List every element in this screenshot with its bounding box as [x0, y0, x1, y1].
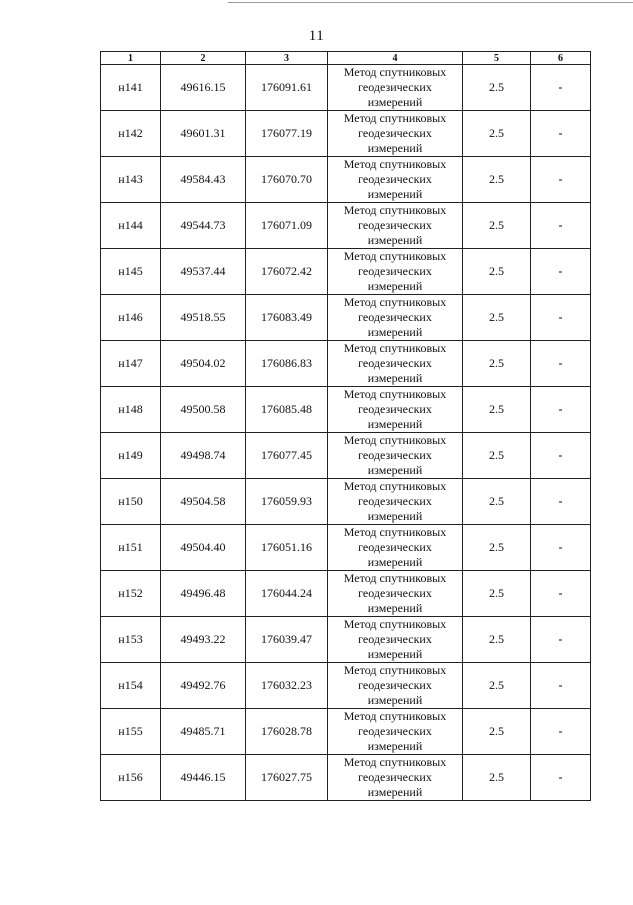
method-line: геодезических: [358, 540, 432, 554]
description-cell: -: [531, 663, 591, 709]
method-line: измерений: [367, 555, 423, 569]
method-line: измерений: [367, 417, 423, 431]
description-cell: -: [531, 755, 591, 801]
y-coordinate-cell: 176091.61: [246, 65, 328, 111]
method-line: геодезических: [358, 678, 432, 692]
description-cell: -: [531, 295, 591, 341]
accuracy-cell: 2.5: [463, 249, 531, 295]
method-cell: [328, 157, 463, 203]
method-line: геодезических: [358, 402, 432, 416]
method-line: геодезических: [358, 356, 432, 370]
table-row: [101, 617, 591, 663]
table-row: [101, 571, 591, 617]
point-id-cell: н150: [101, 479, 161, 525]
description-cell: -: [531, 525, 591, 571]
x-coordinate-cell: 49496.48: [161, 571, 246, 617]
accuracy-cell: 2.5: [463, 65, 531, 111]
method-line: Метод спутниковых: [343, 203, 447, 217]
description-cell: -: [531, 111, 591, 157]
y-coordinate-cell: 176027.75: [246, 755, 328, 801]
method-line: измерений: [367, 187, 423, 201]
method-line: геодезических: [358, 264, 432, 278]
method-line: геодезических: [358, 770, 432, 784]
point-id-cell: н155: [101, 709, 161, 755]
method-line: геодезических: [358, 632, 432, 646]
point-id-cell: н141: [101, 65, 161, 111]
y-coordinate-cell: 176072.42: [246, 249, 328, 295]
table-row: [101, 387, 591, 433]
table-row: [101, 433, 591, 479]
y-coordinate-cell: 176032.23: [246, 663, 328, 709]
method-line: Метод спутниковых: [343, 755, 447, 769]
y-coordinate-cell: 176039.47: [246, 617, 328, 663]
x-coordinate-cell: 49584.43: [161, 157, 246, 203]
method-line: измерений: [367, 601, 423, 615]
x-coordinate-cell: 49498.74: [161, 433, 246, 479]
y-coordinate-cell: 176051.16: [246, 525, 328, 571]
method-line: измерений: [367, 325, 423, 339]
x-coordinate-cell: 49518.55: [161, 295, 246, 341]
accuracy-cell: 2.5: [463, 525, 531, 571]
x-coordinate-cell: 49493.22: [161, 617, 246, 663]
y-coordinate-cell: 176028.78: [246, 709, 328, 755]
y-coordinate-cell: 176070.70: [246, 157, 328, 203]
table-body: [101, 65, 591, 801]
method-cell: [328, 571, 463, 617]
method-line: Метод спутниковых: [343, 387, 447, 401]
column-header: 1: [101, 52, 161, 65]
method-line: геодезических: [358, 448, 432, 462]
accuracy-cell: 2.5: [463, 341, 531, 387]
table-row: [101, 203, 591, 249]
method-line: измерений: [367, 693, 423, 707]
point-id-cell: н147: [101, 341, 161, 387]
method-cell: [328, 525, 463, 571]
method-line: геодезических: [358, 494, 432, 508]
description-cell: -: [531, 387, 591, 433]
point-id-cell: н148: [101, 387, 161, 433]
method-line: Метод спутниковых: [343, 571, 447, 585]
table-row: [101, 65, 591, 111]
table-row: [101, 111, 591, 157]
method-line: измерений: [367, 785, 423, 799]
x-coordinate-cell: 49616.15: [161, 65, 246, 111]
page-number: 11: [308, 28, 325, 44]
method-line: измерений: [367, 279, 423, 293]
method-line: геодезических: [358, 126, 432, 140]
method-cell: [328, 433, 463, 479]
column-header: 4: [328, 52, 463, 65]
method-line: геодезических: [358, 724, 432, 738]
accuracy-cell: 2.5: [463, 433, 531, 479]
description-cell: -: [531, 341, 591, 387]
table-row: [101, 295, 591, 341]
x-coordinate-cell: 49537.44: [161, 249, 246, 295]
x-coordinate-cell: 49601.31: [161, 111, 246, 157]
y-coordinate-cell: 176085.48: [246, 387, 328, 433]
description-cell: -: [531, 157, 591, 203]
y-coordinate-cell: 176059.93: [246, 479, 328, 525]
method-line: измерений: [367, 371, 423, 385]
method-cell: [328, 755, 463, 801]
description-cell: -: [531, 617, 591, 663]
y-coordinate-cell: 176044.24: [246, 571, 328, 617]
accuracy-cell: 2.5: [463, 295, 531, 341]
y-coordinate-cell: 176071.09: [246, 203, 328, 249]
description-cell: -: [531, 433, 591, 479]
table-row: [101, 249, 591, 295]
table-row: [101, 755, 591, 801]
accuracy-cell: 2.5: [463, 663, 531, 709]
table-row: [101, 157, 591, 203]
method-line: Метод спутниковых: [343, 433, 447, 447]
x-coordinate-cell: 49500.58: [161, 387, 246, 433]
description-cell: -: [531, 203, 591, 249]
accuracy-cell: 2.5: [463, 571, 531, 617]
x-coordinate-cell: 49504.58: [161, 479, 246, 525]
column-header: 5: [463, 52, 531, 65]
point-id-cell: н143: [101, 157, 161, 203]
method-line: Метод спутниковых: [343, 709, 447, 723]
x-coordinate-cell: 49485.71: [161, 709, 246, 755]
method-cell: [328, 387, 463, 433]
point-id-cell: н145: [101, 249, 161, 295]
method-line: Метод спутниковых: [343, 157, 447, 171]
table-row: [101, 525, 591, 571]
y-coordinate-cell: 176083.49: [246, 295, 328, 341]
point-id-cell: н151: [101, 525, 161, 571]
method-line: геодезических: [358, 172, 432, 186]
column-header: 2: [161, 52, 246, 65]
point-id-cell: н144: [101, 203, 161, 249]
point-id-cell: н149: [101, 433, 161, 479]
column-header: 3: [246, 52, 328, 65]
point-id-cell: н156: [101, 755, 161, 801]
method-cell: [328, 249, 463, 295]
point-id-cell: н146: [101, 295, 161, 341]
description-cell: -: [531, 65, 591, 111]
method-cell: [328, 295, 463, 341]
method-line: Метод спутниковых: [343, 65, 447, 79]
table-row: [101, 709, 591, 755]
description-cell: -: [531, 571, 591, 617]
point-id-cell: н142: [101, 111, 161, 157]
method-line: Метод спутниковых: [343, 111, 447, 125]
table-row: [101, 663, 591, 709]
x-coordinate-cell: 49504.40: [161, 525, 246, 571]
method-line: измерений: [367, 463, 423, 477]
method-line: Метод спутниковых: [343, 479, 447, 493]
accuracy-cell: 2.5: [463, 709, 531, 755]
method-line: измерений: [367, 233, 423, 247]
accuracy-cell: 2.5: [463, 157, 531, 203]
method-cell: [328, 111, 463, 157]
method-line: Метод спутниковых: [343, 295, 447, 309]
description-cell: -: [531, 709, 591, 755]
accuracy-cell: 2.5: [463, 617, 531, 663]
method-cell: [328, 663, 463, 709]
method-line: измерений: [367, 509, 423, 523]
method-line: Метод спутниковых: [343, 341, 447, 355]
description-cell: -: [531, 249, 591, 295]
table-row: [101, 341, 591, 387]
method-line: измерений: [367, 739, 423, 753]
x-coordinate-cell: 49492.76: [161, 663, 246, 709]
method-line: Метод спутниковых: [343, 663, 447, 677]
method-line: геодезических: [358, 586, 432, 600]
method-line: измерений: [367, 141, 423, 155]
method-cell: [328, 479, 463, 525]
scan-edge-line: [228, 2, 633, 3]
description-cell: -: [531, 479, 591, 525]
method-line: измерений: [367, 647, 423, 661]
table-row: [101, 479, 591, 525]
method-cell: [328, 65, 463, 111]
method-cell: [328, 341, 463, 387]
method-cell: [328, 709, 463, 755]
x-coordinate-cell: 49446.15: [161, 755, 246, 801]
method-line: Метод спутниковых: [343, 617, 447, 631]
method-line: геодезических: [358, 310, 432, 324]
method-cell: [328, 203, 463, 249]
accuracy-cell: 2.5: [463, 387, 531, 433]
y-coordinate-cell: 176077.19: [246, 111, 328, 157]
y-coordinate-cell: 176077.45: [246, 433, 328, 479]
accuracy-cell: 2.5: [463, 203, 531, 249]
x-coordinate-cell: 49504.02: [161, 341, 246, 387]
accuracy-cell: 2.5: [463, 111, 531, 157]
accuracy-cell: 2.5: [463, 479, 531, 525]
method-cell: [328, 617, 463, 663]
y-coordinate-cell: 176086.83: [246, 341, 328, 387]
method-line: геодезических: [358, 218, 432, 232]
method-line: Метод спутниковых: [343, 249, 447, 263]
coordinates-table: [100, 51, 591, 801]
method-line: Метод спутниковых: [343, 525, 447, 539]
column-header: 6: [531, 52, 591, 65]
method-line: измерений: [367, 95, 423, 109]
table-header-row: [101, 52, 591, 65]
point-id-cell: н153: [101, 617, 161, 663]
x-coordinate-cell: 49544.73: [161, 203, 246, 249]
point-id-cell: н152: [101, 571, 161, 617]
method-line: геодезических: [358, 80, 432, 94]
accuracy-cell: 2.5: [463, 755, 531, 801]
point-id-cell: н154: [101, 663, 161, 709]
